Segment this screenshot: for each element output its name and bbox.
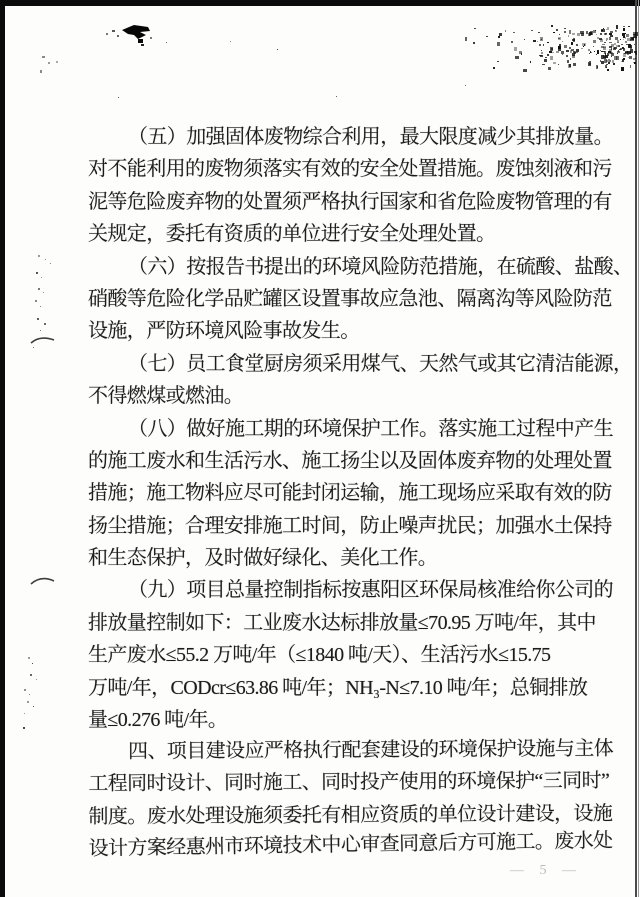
noise-dot: [606, 29, 609, 31]
noise-dot: [539, 44, 541, 46]
noise-dot: [634, 44, 635, 45]
noise-dot: [623, 39, 624, 40]
text-line: 硝酸等危险化学品贮罐区设置事故应急池、隔离沟等风险防范: [88, 287, 612, 310]
noise-dot: [547, 54, 549, 56]
noise-dot: [600, 60, 601, 62]
paragraph-item-7: [88, 348, 633, 413]
noise-dot: [588, 62, 591, 66]
noise-dot: [558, 38, 560, 39]
noise-dot: [553, 32, 555, 33]
text-line: 扬尘措施；合理安排施工时间，防止噪声扰民；加强水土保持: [88, 514, 612, 537]
noise-dot: [523, 69, 526, 72]
noise-dot: [564, 45, 567, 48]
text-line: 关规定，委托有资质的单位进行安全处理处置。: [88, 223, 496, 246]
speck-dot: [230, 41, 231, 42]
noise-dot: [596, 34, 597, 35]
noise-dot: [533, 40, 536, 42]
text-line: 生产废水≤55.2 万吨/年（≤1840 吨/天）、生活污水≤15.75: [88, 644, 551, 667]
noise-dot: [588, 49, 591, 51]
noise-dot: [566, 55, 568, 57]
speck-dot: [30, 674, 32, 676]
ink-blob-artifact: [104, 22, 160, 48]
speck-dot: [27, 701, 29, 703]
text-line: 的施工废水和生活污水、施工扬尘以及固体废弃物的处理处置: [88, 449, 612, 472]
text-line: 量≤0.276 吨/年。: [88, 709, 228, 732]
speck-dot: [38, 288, 40, 290]
speck-dot: [45, 259, 46, 260]
noise-dot: [608, 62, 610, 64]
noise-dot: [568, 35, 569, 37]
noise-dot: [572, 33, 575, 35]
noise-dot: [620, 39, 621, 40]
noise-dot: [609, 33, 612, 36]
scan-edge-left: [0, 0, 5, 897]
speck-dot: [35, 300, 37, 302]
noise-dot: [613, 63, 615, 64]
noise-dot: [608, 51, 611, 54]
scan-edge-top: [0, 0, 640, 6]
noise-dot: [617, 42, 619, 43]
noise-dot: [595, 30, 596, 32]
speck-dot: [118, 97, 119, 98]
noise-dot: [589, 35, 590, 36]
noise-dot: [514, 47, 517, 51]
noise-dot: [630, 65, 632, 67]
noise-dot: [473, 42, 475, 44]
noise-dot: [621, 61, 622, 62]
noise-dot: [624, 53, 625, 54]
noise-dot: [606, 38, 608, 40]
noise-dot: [564, 28, 566, 30]
text-line: （七）员工食堂厨房须采用煤气、天然气或其它清洁能源，: [128, 352, 633, 375]
text-line: 排放量控制如下：工业废水达标排放量≤70.95 万吨/年，其中: [88, 611, 596, 634]
speck-dot: [166, 42, 167, 43]
paragraph-item-four: [88, 733, 614, 866]
pen-smudge-artifact: [36, 52, 70, 82]
scan-edge-right: [635, 0, 637, 897]
noise-dot: [596, 54, 597, 55]
paragraph-item-9: [88, 574, 613, 736]
noise-dot: [609, 60, 611, 63]
speck-dot: [36, 679, 37, 680]
noise-dot: [581, 33, 584, 37]
noise-dot: [607, 69, 609, 71]
speck-dot: [24, 713, 25, 714]
noise-dot: [576, 49, 578, 52]
noise-dot: [558, 46, 561, 49]
noise-dot: [551, 25, 554, 27]
text-line: 四、项目建设应严格执行配套建设的环境保护设施与主体: [128, 738, 614, 764]
noise-dot: [562, 41, 563, 42]
noise-dot: [567, 60, 569, 63]
noise-dot: [548, 67, 551, 71]
noise-dot: [611, 53, 614, 56]
noise-dot: [562, 54, 564, 55]
speck-dot: [33, 347, 34, 348]
noise-dot: [564, 31, 567, 33]
noise-dot: [543, 44, 545, 46]
noise-dot: [574, 52, 576, 54]
noise-dot: [615, 37, 618, 40]
noise-dot: [593, 40, 596, 43]
paragraph-item-5: [88, 121, 613, 251]
noise-dot: [622, 59, 624, 62]
noise-dot: [542, 64, 545, 66]
noise-dot: [499, 33, 502, 37]
noise-dot: [627, 54, 629, 55]
noise-dot: [498, 36, 500, 38]
noise-dot: [577, 33, 580, 36]
noise-dot: [633, 32, 635, 35]
noise-dot: [613, 48, 615, 50]
noise-dot: [556, 51, 559, 54]
noise-dot: [531, 30, 533, 31]
noise-dot: [576, 44, 579, 46]
text-line: （六）按报告书提出的环境风险防范措施，在硫酸、盐酸、: [128, 255, 633, 278]
noise-dot: [570, 58, 571, 59]
noise-dot: [609, 37, 611, 40]
noise-dot: [630, 49, 633, 52]
noise-dot: [634, 62, 637, 64]
noise-dot: [558, 64, 559, 65]
noise-dot: [589, 53, 590, 54]
text-line: 设施，严防环境风险事故发生。: [88, 320, 360, 343]
noise-dot: [605, 55, 607, 58]
text-line: （九）项目总量控制指标按惠阳区环保局核准给你公司的: [128, 579, 613, 602]
noise-dot: [629, 56, 631, 59]
noise-dot: [515, 56, 518, 59]
speck-dot: [40, 330, 41, 331]
noise-dot: [628, 57, 629, 58]
speck-dot: [44, 323, 46, 325]
noise-dot: [465, 37, 468, 40]
noise-dot: [606, 60, 609, 62]
text-line: 不得燃煤或燃油。: [88, 385, 244, 408]
speck-dot: [33, 706, 34, 707]
noise-dot: [493, 67, 496, 69]
noise-dot: [544, 59, 546, 62]
speck-dot: [43, 292, 44, 293]
noise-dot: [635, 58, 636, 59]
noise-dot: [617, 51, 620, 53]
noise-dot: [486, 36, 488, 37]
speck-dot: [29, 694, 30, 695]
noise-dot: [505, 30, 507, 32]
noise-dot: [606, 40, 608, 41]
text-line: 和生态保护，及时做好绿化、美化工作。: [88, 547, 438, 570]
noise-dot: [601, 30, 603, 32]
noise-dot: [513, 32, 515, 34]
noise-dot: [602, 44, 605, 46]
paragraph-item-6: [88, 251, 633, 348]
noise-dot: [623, 28, 625, 31]
noise-dot: [626, 34, 629, 37]
paragraph-item-8: [88, 413, 613, 575]
text-line: 泥等危险废弃物的处置须严格执行国家和省危险废物管理的有: [88, 190, 612, 213]
noise-dot: [615, 30, 616, 31]
text-line: 措施；施工物料应尽可能封闭运输，施工现场应采取有效的防: [88, 482, 612, 505]
speck-dot: [24, 689, 26, 691]
noise-dot: [605, 53, 607, 55]
speck-dot: [50, 263, 51, 264]
noise-dot: [615, 49, 616, 50]
text-line: 万吨/年，CODcr≤63.86 吨/年；NH₃-N≤7.10 吨/年；总铜排放: [88, 676, 588, 699]
noise-dot: [630, 45, 632, 47]
noise-dot: [606, 67, 607, 68]
noise-dot: [547, 42, 549, 43]
noise-dot: [545, 57, 548, 59]
noise-dot: [616, 45, 619, 47]
speck-dot: [41, 277, 42, 278]
noise-dot: [497, 61, 499, 62]
noise-dot: [553, 62, 556, 64]
document-body: [88, 121, 633, 866]
noise-dot: [537, 41, 538, 42]
noise-dot: [632, 38, 635, 40]
noise-dot: [604, 42, 606, 43]
noise-dot: [571, 42, 573, 45]
noise-dot: [521, 53, 523, 55]
noise-dot: [569, 30, 572, 34]
noise-dot: [497, 42, 500, 46]
speck-dot: [40, 306, 41, 307]
text-line: （八）做好施工期的环境保护工作。落实施工过程中产生: [128, 417, 613, 440]
noise-dot: [594, 51, 595, 52]
text-line: 工程同时设计、同时施工、同时投产使用的环境保护“三同时”: [88, 770, 610, 796]
noise-dot: [597, 66, 598, 68]
speck-dot: [277, 49, 278, 50]
noise-dot: [559, 34, 560, 35]
noise-dot: [600, 33, 603, 35]
noise-dot: [474, 28, 476, 29]
noise-dot: [586, 31, 589, 34]
speck-dot: [38, 255, 40, 257]
speck-dot: [150, 37, 152, 39]
noise-dot: [584, 44, 586, 46]
noise-dot: [524, 39, 525, 40]
noise-dot: [581, 48, 583, 49]
noise-dot: [593, 46, 594, 47]
speck-dot: [36, 272, 38, 274]
pen-arc-artifact-upper: [30, 333, 56, 347]
text-line: （五）加强固体废物综合利用，最大限度减少其排放量。: [128, 126, 613, 148]
noise-dot: [541, 50, 542, 51]
noise-dot: [566, 50, 569, 52]
noise-dot: [622, 47, 624, 49]
noise-dot: [605, 33, 607, 35]
noise-dot: [597, 50, 600, 52]
noise-dot: [621, 67, 624, 72]
noise-dot: [551, 48, 553, 50]
noise-dot: [569, 64, 572, 67]
text-line: 对不能利用的废物须落实有效的安全处置措施。废蚀刻液和污: [88, 158, 612, 181]
noise-dot: [540, 55, 543, 57]
noise-dot: [607, 27, 608, 28]
noise-dot: [590, 31, 593, 35]
speck-dot: [37, 318, 39, 320]
noise-dot: [600, 39, 603, 42]
page-number: — 5 —: [510, 863, 582, 878]
noise-dot: [628, 26, 630, 28]
noise-dot: [604, 46, 606, 48]
noise-dot: [530, 61, 532, 64]
speck-dot: [28, 657, 30, 659]
speck-dot: [465, 85, 466, 86]
pen-arc-artifact-lower: [30, 574, 56, 588]
speck-dot: [23, 727, 25, 729]
noise-dot: [635, 51, 637, 53]
scan-edge-right-outer: [638, 0, 639, 897]
text-line: 设计方案经惠州市环境技术中心审查同意后方可施工。废水处: [88, 830, 613, 861]
text-line: 制度。废水处理设施须委托有相应资质的单位设计建设，设施: [88, 803, 613, 829]
noise-dot: [556, 29, 558, 31]
noise-dot: [511, 41, 513, 44]
noise-dot: [621, 44, 623, 46]
noise-dot: [540, 37, 543, 41]
speck-dot: [336, 96, 337, 97]
noise-dot: [541, 52, 542, 53]
noise-dot: [623, 26, 625, 28]
noise-dot: [572, 39, 575, 41]
noise-dot: [551, 52, 553, 53]
noise-dot: [561, 51, 564, 54]
noise-dot: [550, 56, 553, 60]
noise-dot: [616, 25, 618, 28]
noise-dot: [600, 50, 601, 52]
noise-dot: [538, 32, 540, 33]
noise-dot: [573, 63, 576, 66]
speck-dot: [32, 663, 33, 664]
